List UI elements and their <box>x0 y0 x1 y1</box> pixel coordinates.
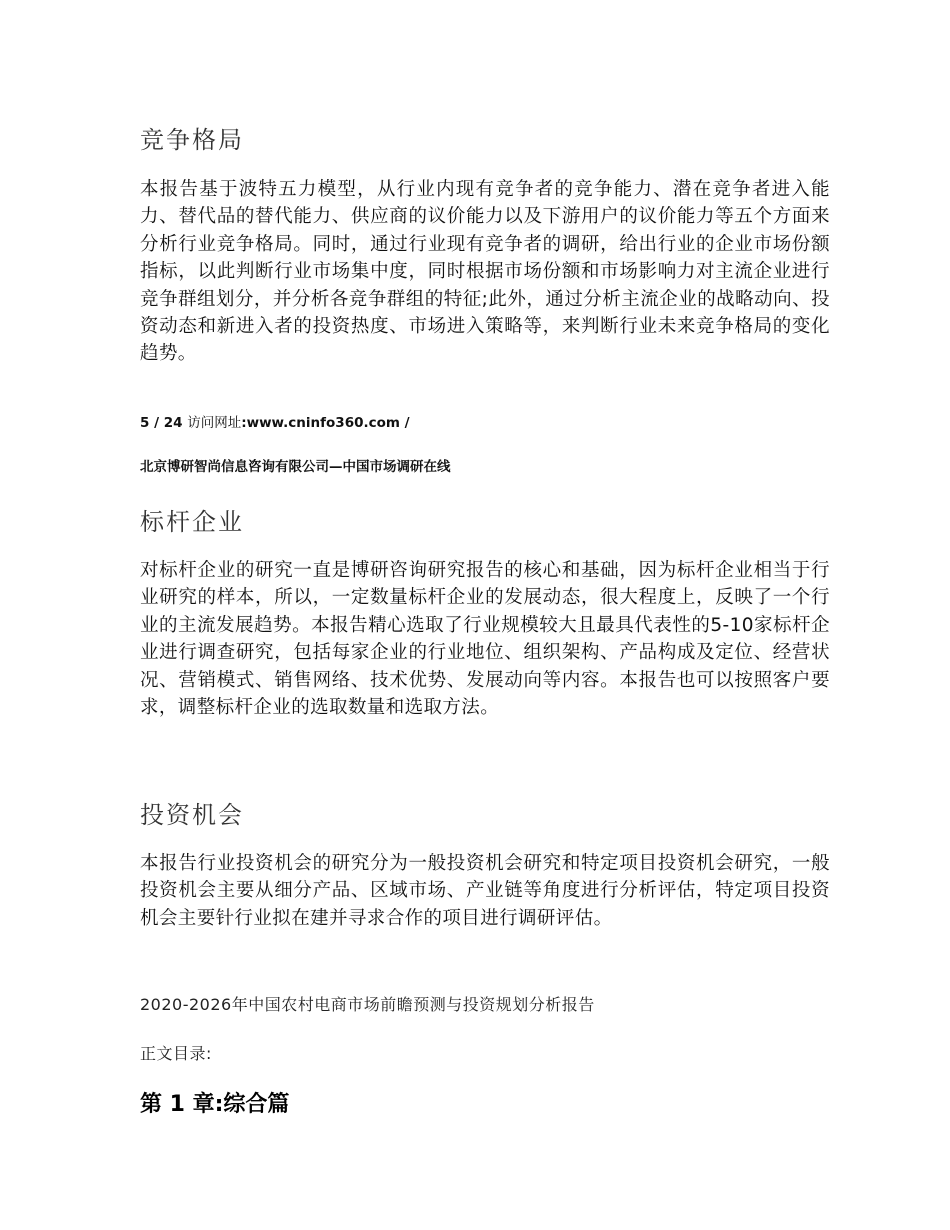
chapter-heading: 第 1 章:综合篇 <box>140 1092 290 1117</box>
section-body-benchmark: 对标杆企业的研究一直是博研咨询研究报告的核心和基础，因为标杆企业相当于行业研究的样本，所以，一定数量标杆企业的发展动态，很大程度上，反映了一个行业的主流发展趋势。本报告精心选取了行业规模较大且最具代表性的5-10家标杆企业进行调查研究，包括每家企业的行业地位、组织架构、产品构成及定位、经营状况、营销模式、销售网络、技术优势、发展动向等内容。本报告也可以按照客户要求，调整标杆企业的选取数量和选取方法。 <box>140 560 830 719</box>
page-footer-url-line <box>140 411 410 431</box>
company-header-line: 北京博研智尚信息咨询有限公司—中国市场调研在线 <box>140 459 451 475</box>
section-body-investment: 本报告行业投资机会的研究分为一般投资机会研究和特定项目投资机会研究，一般投资机会主要从细分产品、区域市场、产业链等角度进行分析评估，特定项目投资机会主要针行业拟在建并寻求合作的项目进行调研评估。 <box>140 853 830 929</box>
section-heading-investment: 投资机会 <box>140 801 244 829</box>
toc-label: 正文目录: <box>140 1044 212 1063</box>
visit-label: 访问网址 <box>187 415 242 431</box>
section-heading-competition: 竞争格局 <box>140 126 244 154</box>
page-number: 5 / 24 <box>140 415 183 431</box>
footer-url[interactable]: :www.cninfo360.com / <box>241 415 410 431</box>
report-title: 2020-2026年中国农村电商市场前瞻预测与投资规划分析报告 <box>140 995 595 1014</box>
section-heading-benchmark: 标杆企业 <box>140 508 244 536</box>
section-body-competition: 本报告基于波特五力模型，从行业内现有竞争者的竞争能力、潜在竞争者进入能力、替代品的替代能力、供应商的议价能力以及下游用户的议价能力等五个方面来分析行业竞争格局。同时，通过行业现有竞争者的调研，给出行业的企业市场份额指标，以此判断行业市场集中度，同时根据市场份额和市场影响力对主流企业进行竞争群组划分，并分析各竞争群组的特征;此外，通过分析主流企业的战略动向、投资动态和新进入者的投资热度、市场进入策略等，来判断行业未来竞争格局的变化趋势。 <box>140 179 830 365</box>
